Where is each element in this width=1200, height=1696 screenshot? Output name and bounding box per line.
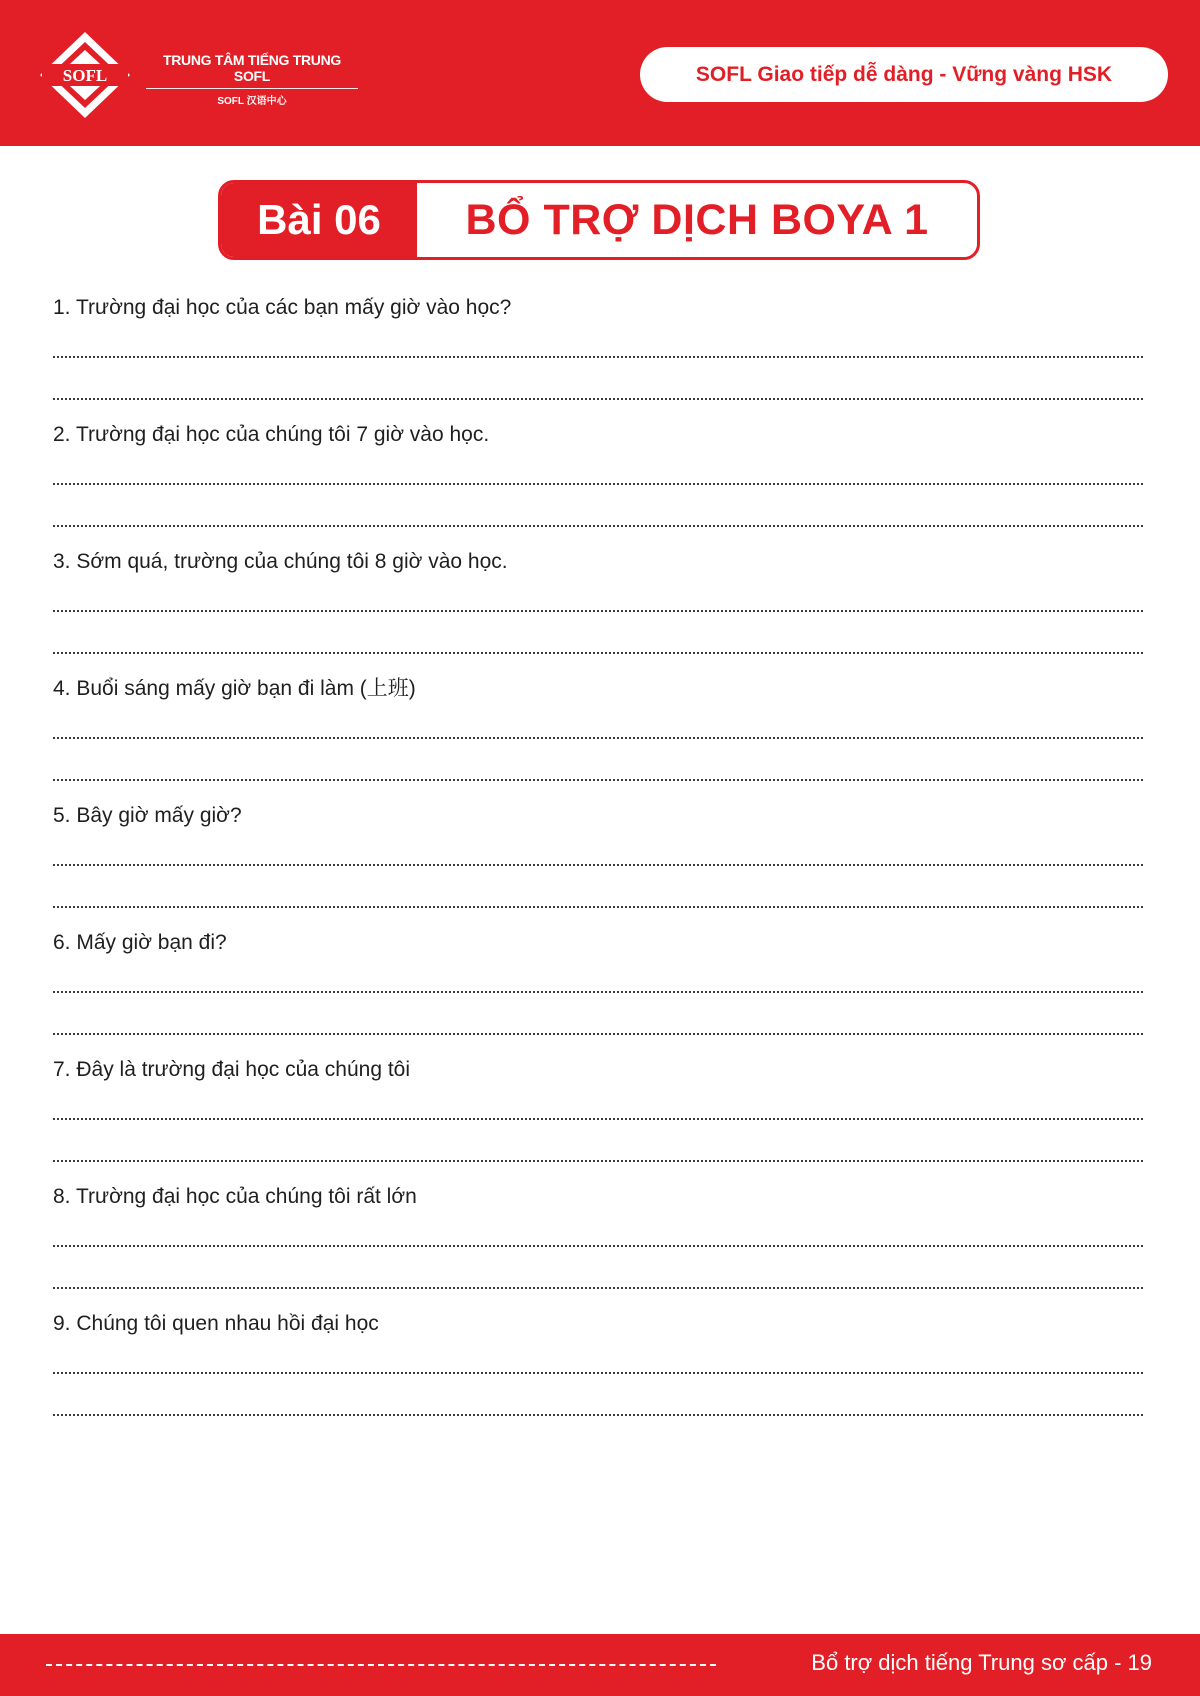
question-text: 8. Trường đại học của chúng tôi rất lớn bbox=[53, 1185, 417, 1208]
question-item bbox=[53, 927, 1143, 1054]
question-list bbox=[53, 292, 1143, 1435]
question-text: 1. Trường đại học của các bạn mấy giờ vào học? bbox=[53, 296, 512, 319]
question-text: 9. Chúng tôi quen nhau hồi đại học bbox=[53, 1312, 379, 1335]
answer-line[interactable] bbox=[53, 1118, 1143, 1120]
question-item bbox=[53, 1308, 1143, 1435]
lesson-title-box bbox=[218, 180, 980, 260]
answer-line[interactable] bbox=[53, 864, 1143, 866]
answer-line[interactable] bbox=[53, 991, 1143, 993]
brand-name-line2: SOFL 汉语中心 bbox=[217, 96, 287, 107]
answer-line[interactable] bbox=[53, 1414, 1143, 1416]
question-text: 4. Buổi sáng mấy giờ bạn đi làm (上班) bbox=[53, 677, 416, 700]
question-text: 3. Sớm quá, trường của chúng tôi 8 giờ vào học. bbox=[53, 550, 508, 573]
answer-line[interactable] bbox=[53, 610, 1143, 612]
logo-mark-text: SOFL bbox=[62, 66, 108, 85]
page-header bbox=[0, 0, 1200, 146]
answer-line[interactable] bbox=[53, 1287, 1143, 1289]
answer-line[interactable] bbox=[53, 1245, 1143, 1247]
answer-line[interactable] bbox=[53, 483, 1143, 485]
sofl-logo-icon bbox=[38, 30, 132, 120]
slogan-pill: SOFL Giao tiếp dễ dàng - Vững vàng HSK bbox=[640, 47, 1168, 102]
brand-divider bbox=[146, 88, 358, 89]
answer-line[interactable] bbox=[53, 356, 1143, 358]
lesson-number: Bài 06 bbox=[221, 183, 417, 257]
answer-line[interactable] bbox=[53, 737, 1143, 739]
page-title: BỔ TRỢ DỊCH BOYA 1 bbox=[465, 195, 929, 244]
answer-line[interactable] bbox=[53, 398, 1143, 400]
answer-line[interactable] bbox=[53, 779, 1143, 781]
answer-line[interactable] bbox=[53, 906, 1143, 908]
question-item bbox=[53, 1054, 1143, 1181]
footer-page-label: Bổ trợ dịch tiếng Trung sơ cấp - 19 bbox=[811, 1650, 1152, 1675]
footer-dashed-line bbox=[46, 1664, 716, 1666]
question-item bbox=[53, 419, 1143, 546]
answer-line[interactable] bbox=[53, 525, 1143, 527]
question-item bbox=[53, 673, 1143, 800]
question-item bbox=[53, 292, 1143, 419]
question-text: 7. Đây là trường đại học của chúng tôi bbox=[53, 1058, 411, 1081]
question-item bbox=[53, 1181, 1143, 1308]
question-text: 2. Trường đại học của chúng tôi 7 giờ vào học. bbox=[53, 423, 490, 446]
question-item bbox=[53, 800, 1143, 927]
question-text: 6. Mấy giờ bạn đi? bbox=[53, 931, 227, 954]
question-item bbox=[53, 546, 1143, 673]
brand-name bbox=[146, 52, 358, 107]
brand-name-line1: TRUNG TÂM TIẾNG TRUNG SOFL bbox=[162, 52, 342, 84]
answer-line[interactable] bbox=[53, 1033, 1143, 1035]
page-footer bbox=[0, 1634, 1200, 1696]
question-text: 5. Bây giờ mấy giờ? bbox=[53, 804, 242, 827]
answer-line[interactable] bbox=[53, 1372, 1143, 1374]
answer-line[interactable] bbox=[53, 652, 1143, 654]
answer-line[interactable] bbox=[53, 1160, 1143, 1162]
